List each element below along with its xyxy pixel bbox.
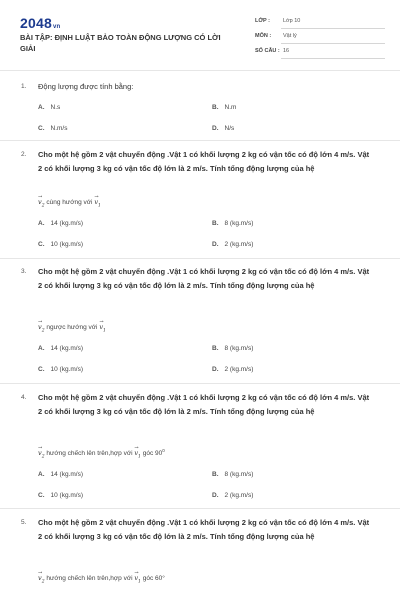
option-c[interactable]: C. 10 (kg.m/s) (38, 492, 84, 499)
question-number: 3. (21, 268, 27, 275)
question-divider (0, 258, 400, 259)
vector-v1: → $v_1$ (94, 194, 101, 209)
meta-label: MÔN : (255, 33, 272, 39)
option-b[interactable]: B. 8 (kg.m/s) (212, 471, 254, 478)
question-divider (0, 140, 400, 141)
question-number: 5. (21, 519, 27, 526)
question-text: Động lượng được tính bằng: (38, 82, 134, 91)
question-condition: → $v_2$ hướng chếch lên trên,hợp với → $v_1$ góc $90^0$ (38, 446, 165, 462)
page-title: BÀI TẬP: ĐỊNH LUẬT BẢO TOÀN ĐỘNG LƯỢNG CÓ LỜI GIẢI (20, 33, 221, 53)
option-b[interactable]: B. N.m (212, 104, 237, 111)
option-d[interactable]: D. N/s (212, 125, 235, 132)
option-d[interactable]: D. 2 (kg.m/s) (212, 366, 254, 373)
vector-v2: → $v_2$ (38, 319, 45, 334)
header (0, 0, 400, 70)
vector-v2: → $v_2$ (38, 194, 45, 209)
question-condition: → $v_2$ cùng hướng với → $v_1$ (38, 195, 101, 211)
question-condition: → $v_2$ hướng chếch lên trên,hợp với → $v_1$ góc 60° (38, 571, 165, 587)
option-d[interactable]: D. 2 (kg.m/s) (212, 241, 254, 248)
vector-v2: → $v_2$ (38, 570, 45, 585)
meta-value: 16 (283, 48, 290, 54)
question-divider (0, 508, 400, 509)
vector-v2: → $v_2$ (38, 445, 45, 460)
option-c[interactable]: C. 10 (kg.m/s) (38, 241, 84, 248)
meta-value: Vật lý (283, 33, 297, 39)
option-b[interactable]: B. 8 (kg.m/s) (212, 220, 254, 227)
meta-class (255, 15, 385, 29)
question-text: Cho một hệ gồm 2 vật chuyển động .Vật 1 có khối lượng 2 kg có vận tốc có độ lớn 4 m/s. Vật 2 có khối lượng 3 kg có vận tốc độ lớn là 2 m/s. Tính tổng động lượng của hệ (38, 518, 370, 541)
question-text: Cho một hệ gồm 2 vật chuyển động .Vật 1 có khối lượng 2 kg có vận tốc có độ lớn 4 m/s. Vật 2 có khối lượng 3 kg có vận tốc độ lớn là 2 m/s. Tính tổng động lượng của hệ (38, 267, 370, 290)
option-b[interactable]: B. 8 (kg.m/s) (212, 345, 254, 352)
option-a[interactable]: A. 14 (kg.m/s) (38, 345, 84, 352)
option-a[interactable]: A. 14 (kg.m/s) (38, 471, 84, 478)
question-condition: → $v_2$ ngược hướng với → $v_1$ (38, 320, 106, 336)
vector-v1: → $v_1$ (134, 570, 141, 585)
question-number: 2. (21, 151, 27, 158)
question-number: 1. (21, 83, 27, 90)
meta-question-count (255, 45, 385, 59)
option-a[interactable]: A. N.s (38, 104, 61, 111)
meta-label: LỚP : (255, 18, 270, 24)
vector-v1: → $v_1$ (99, 319, 106, 334)
question-text: Cho một hệ gồm 2 vật chuyển động .Vật 1 có khối lượng 2 kg có vận tốc có độ lớn 4 m/s. Vật 2 có khối lượng 3 kg có vận tốc độ lớn là 2 m/s. Tính tổng động lượng của hệ (38, 150, 370, 173)
header-divider (0, 70, 400, 71)
question-number: 4. (21, 394, 27, 401)
option-d[interactable]: D. 2 (kg.m/s) (212, 492, 254, 499)
question-text: Cho một hệ gồm 2 vật chuyển động .Vật 1 có khối lượng 2 kg có vận tốc có độ lớn 4 m/s. Vật 2 có khối lượng 3 kg có vận tốc độ lớn là 2 m/s. Tính tổng động lượng của hệ (38, 393, 370, 416)
option-c[interactable]: C. 10 (kg.m/s) (38, 366, 84, 373)
meta-subject (255, 30, 385, 44)
site-logo[interactable]: 2048vn (20, 15, 61, 31)
vector-v1: → $v_1$ (134, 445, 141, 460)
meta-value: Lớp 10 (283, 18, 301, 24)
option-c[interactable]: C. N.m/s (38, 125, 68, 132)
option-a[interactable]: A. 14 (kg.m/s) (38, 220, 84, 227)
meta-label: SỐ CÂU : (255, 48, 280, 54)
question-divider (0, 383, 400, 384)
